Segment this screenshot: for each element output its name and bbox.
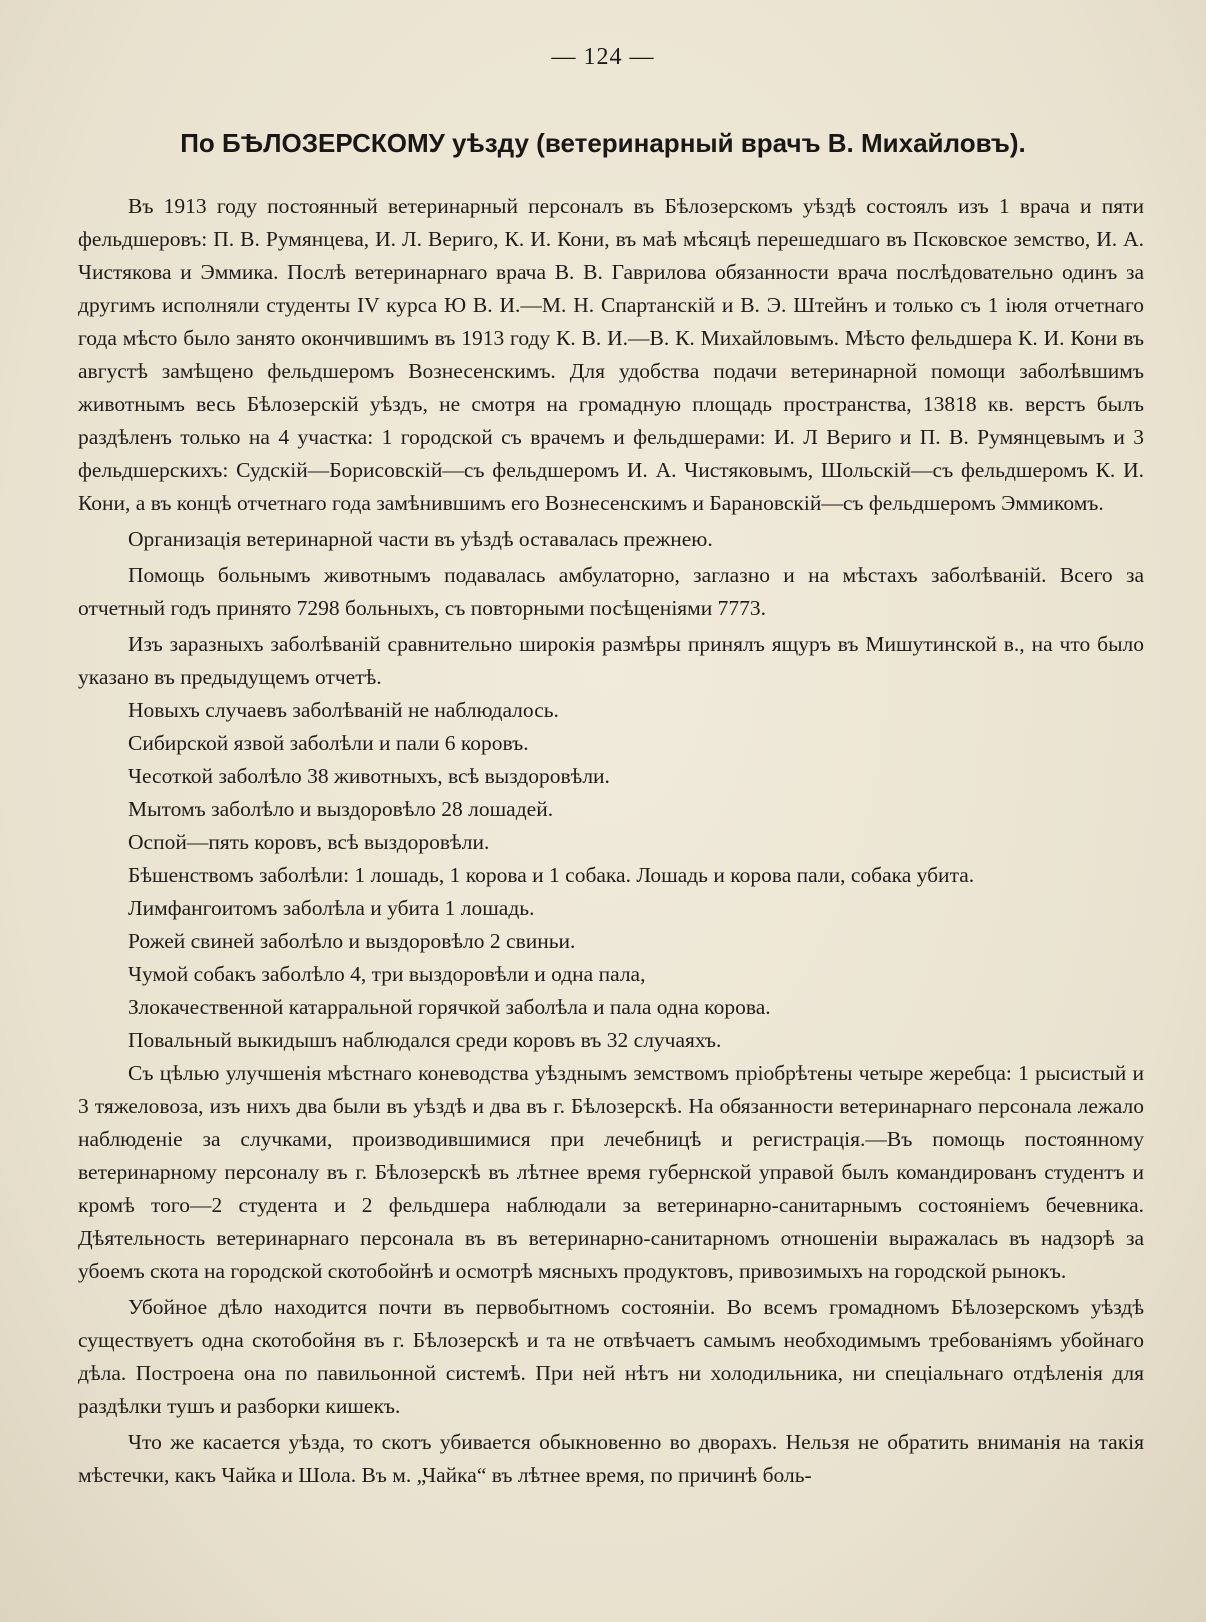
list-item: Злокачественной катарральной горячкой заболѣла и пала одна корова. [128,995,771,1019]
paragraph: Въ 1913 году постоянный ветеринарный персоналъ въ Бѣлозерскомъ уѣздѣ состоялъ изъ 1 врача и пяти фельдшеровъ: П. В. Румянцева, И. Л. Вериго, К. И. Кони, въ маѣ мѣсяцѣ перешедшаго въ Псковское земство, И. А. Чистякова и Эммика. Послѣ ветеринарнаго врача В. В. Гаврилова обязанности врача послѣдовательно одинъ за другимъ исполняли студенты IV курса Ю В. И.—М. Н. Спартанскій и В. Э. Штейнъ и только съ 1 іюля отчетнаго года мѣсто было занято окончившимъ въ 1913 году К. В. И.—В. К. Михайловымъ. Мѣсто фельдшера К. И. Кони въ августѣ замѣщено фельдшеромъ Вознесенскимъ. Для удобства подачи ветеринарной помощи заболѣвшимъ животнымъ весь Бѣлозерскій уѣздъ, не смотря на громадную площадь пространства, 13818 кв. верстъ былъ раздѣленъ только на 4 участка: 1 городской съ врачемъ и фельдшерами: И. Л Вериго и П. В. Румянцевымъ и 3 фельдшерскихъ: Судскій—Борисовскій—съ фельдшеромъ И. А. Чистяковымъ, Шольскій—съ фельдшеромъ К. И. Кони, а въ концѣ отчетнаго года замѣнившимъ его Вознесенскимъ и Барановскій—съ фельдшеромъ Эммикомъ. [78,194,1144,515]
list-item: Оспой—пять коровъ, всѣ выздоровѣли. [128,830,490,854]
list-item: Рожей свиней заболѣло и выздоровѣло 2 свиньи. [128,929,576,953]
paragraph: Убойное дѣло находится почти въ первобытномъ состояніи. Во всемъ громадномъ Бѣлозерскомъ уѣздѣ существуетъ одна скотобойня въ г. Бѣлозерскѣ и та не отвѣчаетъ самымъ необходимымъ требованіямъ убойнаго дѣла. Построена она по павильонной системѣ. При ней нѣтъ ни холодильника, ни спеціальнаго отдѣленія для раздѣлки тушъ и разборки кишекъ. [78,1295,1144,1418]
paragraph: Съ цѣлью улучшенія мѣстнаго коневодства уѣзднымъ земствомъ пріобрѣтены четыре жеребца: 1 рысистый и 3 тяжеловоза, изъ нихъ два были въ уѣздѣ и два въ г. Бѣлозерскѣ. На обязанности ветеринарнаго персонала лежало наблюденіе за случками, производившимися при лечебницѣ и регистрація.—Въ помощь постоянному ветеринарному персоналу въ г. Бѣлозерскѣ въ лѣтнее время губернской управой былъ командированъ студентъ и кромѣ того—2 студента и 2 фельдшера наблюдали за ветеринарно-санитарнымъ состояніемъ бечевника. Дѣятельность ветеринарнаго персонала въ въ ветеринарно-санитарномъ отношеніи выражалась въ надзорѣ за убоемъ скота на городской скотобойнѣ и осмотрѣ мясныхъ продуктовъ, привозимыхъ на городской рынокъ. [78,1061,1144,1283]
body-text [78,190,1144,1492]
list-item: Новыхъ случаевъ заболѣваній не наблюдалось. [128,698,559,722]
list-item: Сибирской язвой заболѣли и пали 6 коровъ. [128,731,529,755]
list-item: Лимфангоитомъ заболѣла и убита 1 лошадь. [128,896,535,920]
paragraph: Что же касается уѣзда, то скотъ убивается обыкновенно во дворахъ. Нельзя не обратить вниманія на такія мѣстечки, какъ Чайка и Шола. Въ м. „Чайка“ въ лѣтнее время, по причинѣ боль- [78,1430,1144,1487]
list-item: Мытомъ заболѣло и выздоровѣло 28 лошадей. [128,797,554,821]
page-number: — 124 — [551,44,655,70]
paragraph: Изъ заразныхъ заболѣваній сравнительно широкія размѣры принялъ ящуръ въ Мишутинской в., на что было указано въ предыдущемъ отчетѣ. [78,632,1144,689]
list-item: Бѣшенствомъ заболѣли: 1 лошадь, 1 корова и 1 собака. Лошадь и корова пали, собака убита. [128,863,975,887]
paragraph: Организація ветеринарной части въ уѣздѣ оставалась прежнею. [128,527,713,551]
paragraph: Помощь больнымъ животнымъ подавалась амбулаторно, заглазно и на мѣстахъ заболѣваній. Всего за отчетный годъ принято 7298 больныхъ, съ повторными посѣщеніями 7773. [78,563,1144,620]
list-item: Повальный выкидышъ наблюдался среди коровъ въ 32 случаяхъ. [128,1028,722,1052]
section-heading: По БѢЛОЗЕРСКОМУ уѣзду (ветеринарный врачъ В. Михайловъ). [180,128,1026,158]
list-item: Чесоткой заболѣло 38 животныхъ, всѣ выздоровѣли. [128,764,610,788]
list-item: Чумой собакъ заболѣло 4, три выздоровѣли и одна пала, [128,962,646,986]
